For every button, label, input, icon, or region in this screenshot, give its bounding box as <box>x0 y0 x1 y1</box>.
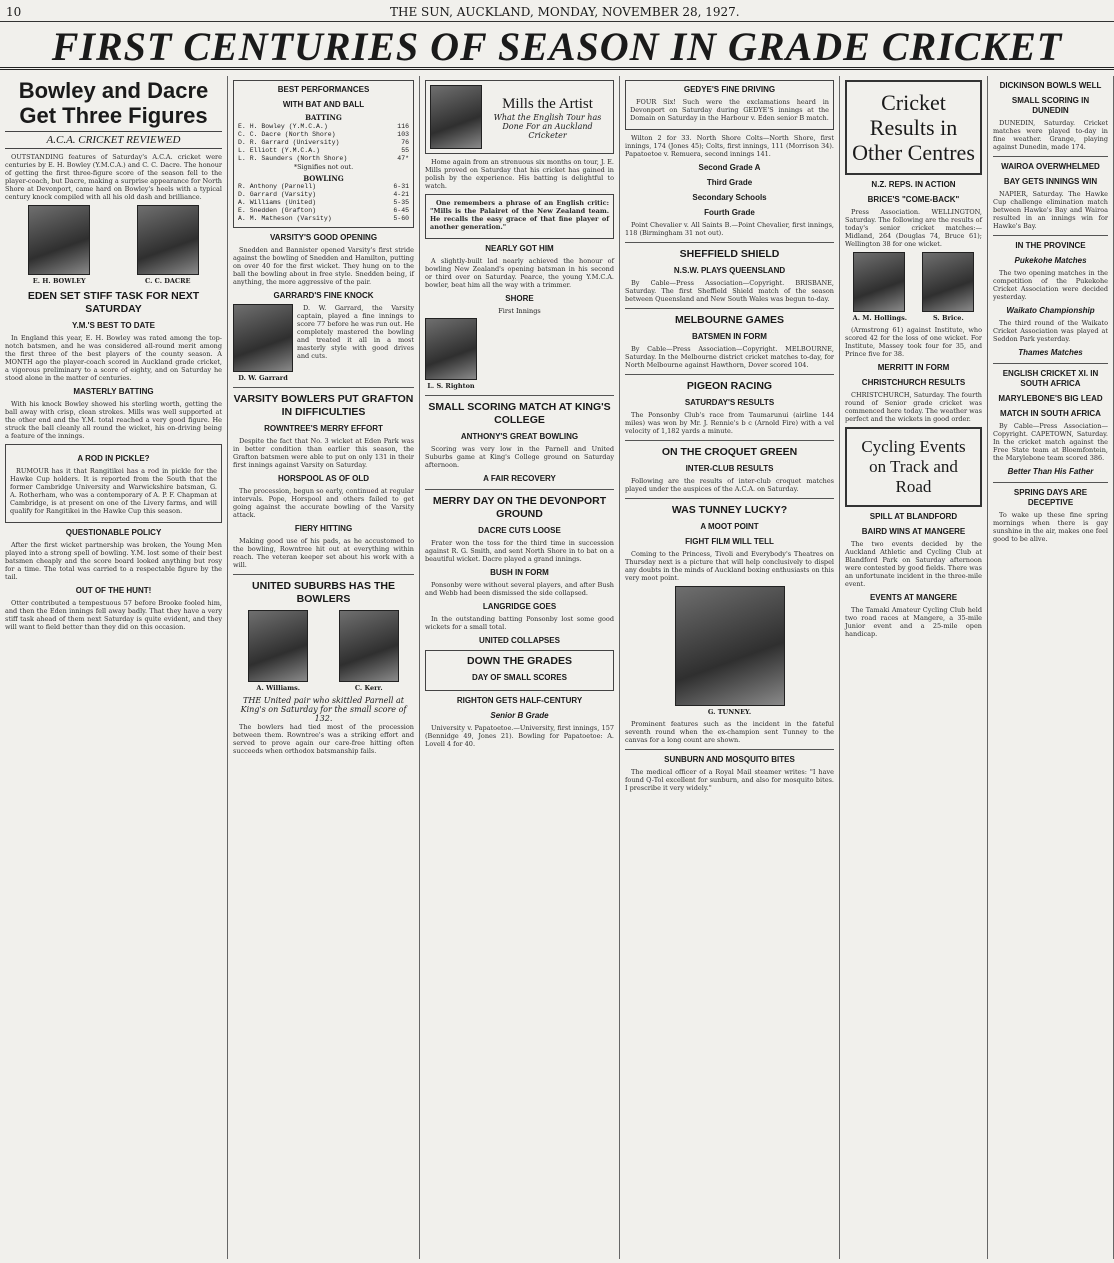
section-subheading: Better Than His Father <box>1007 467 1094 476</box>
article-body: The Tamaki Amateur Cycling Club held two road races at Mangere, a 35-mile Junior event and a 25-mile open handicap. <box>845 606 982 638</box>
section-heading: SHEFFIELD SHIELD <box>679 248 780 260</box>
section-subheading: BATSMEN IN FORM <box>692 332 767 341</box>
box-subtitle: WITH BAT AND BALL <box>282 100 365 109</box>
section-subheading: CHRISTCHURCH RESULTS <box>861 378 966 387</box>
box-text: RUMOUR has it that Rangitikei has a rod in pickle for the Hawke Cup holders. It is reported from the South that the former Cambridge University and Warwickshire batsman, G. A. Rotherham, who was a contemporary of A. P. F. Chapman at Cambridge, is at present on one of the Livery farms, and will qualify for Rangitikei in the Hawke Cup this season. <box>10 467 217 515</box>
section-subheading: A FAIR RECOVERY <box>483 474 556 483</box>
bowling-row <box>238 191 409 199</box>
photo-caption: D. W. Garrard <box>238 374 288 382</box>
photo-caption: G. TUNNEY. <box>707 708 752 716</box>
section-heading: VARSITY'S GOOD OPENING <box>269 233 378 242</box>
article-body: By Cable—Press Association—Copyright. CAPETOWN, Saturday. In the cricket match against the Free State team at Bloemfontein, the Marylebone team scored 386. <box>993 422 1108 462</box>
bowling-list <box>238 183 409 223</box>
section-subheading: BUSH IN FORM <box>490 568 549 577</box>
column-1 <box>0 76 228 1259</box>
batting-score: 103 <box>397 131 409 138</box>
column-5 <box>840 76 988 1259</box>
article-subtitle: A.C.A. CRICKET REVIEWED <box>5 131 222 149</box>
article-body: University v. Papatoetoe.—University, first innings, 157 (Bennidge 49, Jones 21). Bowling for Papatoetoe: A. Lovell 4 for 40. <box>425 724 614 748</box>
article-subtitle: What the English Tour has Done For an Auckland Cricketer <box>493 112 602 140</box>
article-body: Ponsonby were without several players, and after Bush and Webb had been dismissed the side collapsed. <box>425 581 614 597</box>
article-body: Otter contributed a tempestuous 57 before Brooke fooled him, and then the Eden innings fell away badly. That they have a very stiff task ahead of them next Saturday is quite evident, and they will want to field better than they did on this occasion. <box>5 599 222 631</box>
section-subheading: SMALL SCORING IN DUNEDIN <box>1011 96 1090 115</box>
article-body: DUNEDIN, Saturday. Cricket matches were played to-day in fine weather. Grange, playing against Dunedin, made 174. <box>993 119 1108 151</box>
folio-line <box>0 0 1114 22</box>
section-subheading: BAIRD WINS AT MANGERE <box>861 527 966 536</box>
grade-label: Senior B Grade <box>490 711 549 720</box>
portrait-photo-brice <box>922 252 974 312</box>
cycling-banner: Cycling Events on Track and Road <box>845 427 982 507</box>
section-heading: ON THE CROQUET GREEN <box>661 446 798 458</box>
article-body: Press Association. WELLINGTON, Saturday. The following are the results of today's senior cricket matches:—Midland, 264 (Douglas 74, Bruce 61); Wellington 38 for one wicket. <box>845 208 982 248</box>
bowling-score: 5-60 <box>393 215 409 222</box>
box-title: A ROD IN PICKLE? <box>77 454 150 463</box>
bowling-player: A. M. Matheson (Varsity) <box>238 215 332 222</box>
article-body: Prominent features such as the incident in the fateful seventh round when the ex-champion sent Tunney to the canvas for a long count are shown. <box>625 720 834 744</box>
section-heading: EDEN SET STIFF TASK FOR NEXT SATURDAY <box>27 290 200 315</box>
grade-label: Third Grade <box>706 178 753 187</box>
bowling-score: 4-21 <box>393 191 409 198</box>
batting-row <box>238 155 409 163</box>
section-subheading: INTER-CLUB RESULTS <box>685 464 774 473</box>
photo-row <box>845 252 982 322</box>
batting-score: 55 <box>401 147 409 154</box>
section-heading: PIGEON RACING <box>686 380 773 392</box>
batting-row <box>238 139 409 147</box>
photo-caption: A. M. Hollings. <box>852 314 908 322</box>
section-heading: MELBOURNE GAMES <box>674 314 785 326</box>
page-number: 10 <box>6 5 22 19</box>
section-subheading: SATURDAY'S RESULTS <box>684 398 775 407</box>
grade-label: Secondary Schools <box>692 193 767 202</box>
section-subheading: Pukekohe Matches <box>1014 256 1087 265</box>
article-body: Making good use of his pads, as he accustomed to the bowling, Rowntree hit out at everything within reach. The veteran keeper set about his work with a will. <box>233 537 414 569</box>
batting-player: D. R. Garrard (University) <box>238 139 340 146</box>
batting-row <box>238 131 409 139</box>
article-body: After the first wicket partnership was broken, the Young Men played into a strong spell of bowling. Y.M. lost some of their best batsmen cheaply and the score board looked anything but rosy for a time. The total was carried to a respectable figure by the tail. <box>5 541 222 581</box>
batting-player: E. H. Bowley (Y.M.C.A.) <box>238 123 328 130</box>
grade-label: Fourth Grade <box>704 208 755 217</box>
batting-score: 116 <box>397 123 409 130</box>
section-subheading: Thames Matches <box>1018 348 1083 357</box>
bowling-label: BOWLING <box>303 174 344 183</box>
section-subheading: BRICE'S "COME-BACK" <box>867 195 960 204</box>
portrait-photo-williams <box>248 610 308 682</box>
portrait-photo-bowley <box>28 205 90 275</box>
section-subheading: ROWNTREE'S MERRY EFFORT <box>264 424 383 433</box>
portrait-photo-mills <box>430 85 482 149</box>
section-heading: WAS TUNNEY LUCKY? <box>671 504 788 516</box>
photo-caption: L. S. Righton <box>427 382 475 390</box>
article-title: Mills the Artist <box>502 95 593 112</box>
article-body: Snedden and Bannister opened Varsity's first stride against the bowling of Snedden and Hamilton, putting on over 40 for the first wicket. They hung on to the ball the bowling about in free style. Snedden being, if anything, the more aggressive of the pair. <box>233 246 414 286</box>
portrait-photo-garrard <box>233 304 293 372</box>
column-6 <box>988 76 1114 1259</box>
article-title: Bowley and Dacre Get Three Figures <box>18 78 209 128</box>
article-body: The bowlers had tied most of the procession between them. Rowntree's was a striking effort and served to prove again our care-free hitting often succeeds when orthodox batsmanship fails. <box>233 723 414 755</box>
section-heading: SMALL SCORING MATCH AT KING'S COLLEGE <box>428 401 611 426</box>
section-heading: VARSITY BOWLERS PUT GRAFTON IN DIFFICULTIES <box>233 393 414 418</box>
section-subheading: MARYLEBONE'S BIG LEAD <box>998 394 1103 403</box>
down-the-grades-box <box>425 650 614 691</box>
portrait-photo-tunney <box>675 586 785 706</box>
portrait-photo-hollings <box>853 252 905 312</box>
section-heading: SUNBURN AND MOSQUITO BITES <box>664 755 795 764</box>
section-subheading: A MOOT POINT <box>700 522 759 531</box>
section-heading: WAIROA OVERWHELMED <box>1001 162 1100 171</box>
section-heading: DOWN THE GRADES <box>467 655 572 667</box>
photo-caption: S. Brice. <box>932 314 964 322</box>
batting-row <box>238 123 409 131</box>
bowling-score: 5-35 <box>393 199 409 206</box>
batting-score: 76 <box>401 139 409 146</box>
article-body: The medical officer of a Royal Mail steamer writes: "I have found Q-Tol excellent for sunburn, and also for mosquito bites. I prescribe it very widely." <box>625 768 834 792</box>
section-subheading: Waikato Championship <box>1006 306 1095 315</box>
batting-player: C. C. Dacre (North Shore) <box>238 131 336 138</box>
article-body: A slightly-built lad nearly achieved the honour of bowling New Zealand's opening batsman in his second or third over on Saturday. Pearce, the young Y.M.C.A. bowler, beat him all the way with a trimmer. <box>425 257 614 289</box>
portrait-photo-kerr <box>339 610 399 682</box>
portrait-photo-dacre <box>137 205 199 275</box>
article-body: Following are the results of inter-club croquet matches played under the auspices of the A.C.A. on Saturday. <box>625 477 834 493</box>
photo-caption: C. C. DACRE <box>145 277 191 285</box>
bowling-row <box>238 199 409 207</box>
photo-caption: E. H. BOWLEY <box>32 277 86 285</box>
section-subheading: FIERY HITTING <box>294 524 353 533</box>
box-text: FOUR Six! Such were the exclamations heard in Devonport on Saturday during GEDYE'S innings at the Domain on Saturday in the Harbour v. Eden senior B match. <box>630 98 829 122</box>
bowling-score: 6-31 <box>393 183 409 190</box>
bowling-row <box>238 207 409 215</box>
grade-label: Second Grade A <box>698 163 761 172</box>
innings-label: First Innings <box>498 307 541 315</box>
section-heading: MERRITT IN FORM <box>877 363 950 372</box>
article-body: The procession, begun so early, continued at regular intervals. Pope, Horspool and others failed to get going against the accurate bowling of the Varsity attack. <box>233 487 414 519</box>
section-subheading: FIGHT FILM WILL TELL <box>685 537 774 546</box>
article-body: In the outstanding batting Ponsonby lost some good wickets for a small total. <box>425 615 614 631</box>
section-heading: UNITED SUBURBS HAS THE BOWLERS <box>252 580 395 605</box>
portrait-photo-righton <box>425 318 477 380</box>
section-subheading: DAY OF SMALL SCORES <box>472 673 567 682</box>
bowling-player: D. Garrard (Varsity) <box>238 191 317 198</box>
article-body: D. W. Garrard, the Varsity captain, played a fine innings to score 77 before he was run out. He completely mastered the bowling and treated it all in a most masterly style with good drives and cuts. <box>297 304 414 360</box>
section-subheading: MASTERLY BATTING <box>73 387 154 396</box>
section-subheading: N.S.W. PLAYS QUEENSLAND <box>673 266 786 275</box>
section-heading: MERRY DAY ON THE DEVONPORT GROUND <box>432 495 607 520</box>
section-subheading: BAY GETS INNINGS WIN <box>1003 177 1098 186</box>
box-title: GEDYE'S FINE DRIVING <box>683 85 776 94</box>
batting-player: L. R. Saunders (North Shore) <box>238 155 348 162</box>
section-heading: EVENTS AT MANGERE <box>869 593 958 602</box>
photo-caption: A. Williams. <box>256 684 301 692</box>
section-heading: IN THE PROVINCE <box>1015 241 1086 250</box>
sidebar-box <box>5 444 222 523</box>
article-body: By Cable—Press Association—Copyright. BRISBANE, Saturday. The first Sheffield Shield match of the season between Queensland and New South Wales was begun to-day. <box>625 279 834 303</box>
batting-note: *Signifies not out. <box>293 163 354 171</box>
bowling-row <box>238 183 409 191</box>
article-intro: OUTSTANDING features of Saturday's A.C.A. cricket were centuries by E. H. Bowley (Y.M.C.A.) and C. C. Dacre. The honour of getting the first three-figure score of the season fell to the player-coach, but Dacre, making a surprise appearance for North Shore at Devonport, came hard on Bowley's heels with a typical century knock compiled with all his old dash and brilliance. <box>5 153 222 201</box>
article-body: (Armstrong 61) against Institute, who scored 42 for the loss of one wicket. For Institute, Massey took four for 35, and Prince five for 38. <box>845 326 982 358</box>
photo-caption: C. Kerr. <box>354 684 383 692</box>
bowling-player: A. Williams (United) <box>238 199 317 206</box>
article-body: Frater won the toss for the third time in succession against R. G. Smith, and sent North Shore in to bat on a beautiful wicket. Dacre played a grand innings. <box>425 539 614 563</box>
article-body: To wake up these fine spring mornings when there is gay sunshine in the air, makes one feel good to be alive. <box>993 511 1108 543</box>
batting-list <box>238 123 409 163</box>
section-heading: N.Z. REPS. IN ACTION <box>871 180 956 189</box>
column-3 <box>420 76 620 1259</box>
batting-player: L. Elliott (Y.M.C.A.) <box>238 147 320 154</box>
batting-score: 47* <box>397 155 409 162</box>
bowling-player: R. Anthony (Parnell) <box>238 183 317 190</box>
bowling-score: 6-45 <box>393 207 409 214</box>
quote-box <box>425 194 614 239</box>
article-body: The two events decided by the Auckland Athletic and Cycling Club at Blandford Park on Saturday afternoon were contested by good fields. There was an unfortunate incident in the three-mile event. <box>845 540 982 588</box>
section-heading: GARRARD'S FINE KNOCK <box>273 291 374 300</box>
page-headline: FIRST CENTURIES OF SEASON IN GRADE CRICKET <box>51 24 1063 69</box>
batting-label: BATTING <box>305 113 342 122</box>
article-body: Despite the fact that No. 3 wicket at Eden Park was in better condition than earlier this season, the Grafton batsmen were able to put on only 131 in their first innings against Varsity on Saturday. <box>233 437 414 469</box>
article-body: NAPIER, Saturday. The Hawke Cup challenge elimination match between Hawke's Bay and Wairoa resulted in an innings win for Hawke's Bay. <box>993 190 1108 230</box>
article-body: CHRISTCHURCH, Saturday. The fourth round of Senior grade cricket was commenced here today. The weather was perfect and the wickets in good order. <box>845 391 982 423</box>
section-heading: SPILL AT BLANDFORD <box>869 512 958 521</box>
section-subheading: UNITED COLLAPSES <box>479 636 560 645</box>
column-4 <box>620 76 840 1259</box>
article-body: Point Chevalier v. All Saints B.—Point Chevalier, first innings, 118 (Birmingham 31 not out). <box>625 221 834 237</box>
photo-row <box>233 610 414 692</box>
article-body: In England this year, E. H. Bowley was rated among the top-notch batsmen, and he was considered all-round merit among the first three of the best players of the county season. A MONTH ago the player-coach scored in Auckland grade cricket, a vigorous preliminary to a score of eighty, and on Saturday he stood alone in the matter of centuries. <box>5 334 222 382</box>
results-banner: Cricket Results in Other Centres <box>845 80 982 175</box>
article-body: Coming to the Princess, Tivoli and Everybody's Theatres on Thursday next is a picture that will help conclusively to dispel any doubts in the minds of Auckland boxing enthusiasts on this very moot point. <box>625 550 834 582</box>
section-subheading: DACRE CUTS LOOSE <box>478 526 561 535</box>
section-subheading: Y.M.'S BEST TO DATE <box>72 321 155 330</box>
best-performances-box <box>233 80 414 228</box>
section-subheading: OUT OF THE HUNT! <box>75 586 152 595</box>
section-subheading: QUESTIONABLE POLICY <box>65 528 162 537</box>
box-title: BEST PERFORMANCES <box>277 85 370 94</box>
paper-dateline: THE SUN, AUCKLAND, MONDAY, NOVEMBER 28, 1927. <box>390 5 740 19</box>
quote-text: One remembers a phrase of an English critic: "Mills is the Palairet of the New Zealand team. He recalls the easy grace of that fine player of another generation." <box>430 199 609 231</box>
section-subheading: RIGHTON GETS HALF-CENTURY <box>456 696 583 705</box>
photo-row <box>5 205 222 285</box>
grade-results: Wilton 2 for 33. North Shore Colts—North Shore, first innings, 174 (Jones 45); Colts, first innings, 111 (Morrison 34). Papatoetoe v. Remuera, second innings 141. <box>625 134 834 158</box>
section-subheading: ANTHONY'S GREAT BOWLING <box>460 432 579 441</box>
gedye-box <box>625 80 834 130</box>
page-headline-banner <box>0 24 1114 70</box>
section-subheading: LANGRIDGE GOES <box>482 602 557 611</box>
section-heading: ENGLISH CRICKET XI. IN SOUTH AFRICA <box>1002 369 1099 388</box>
section-subheading: HORSPOOL AS OF OLD <box>277 474 370 483</box>
bowling-player: E. Snedden (Grafton) <box>238 207 317 214</box>
section-heading: SPRING DAYS ARE DECEPTIVE <box>1013 488 1088 507</box>
column-2 <box>228 76 420 1259</box>
mills-feature-header <box>425 80 614 154</box>
article-body: With his knock Bowley showed his sterling worth, getting the ball away with crisp, clean strokes. Mills was well supported at the other end and the Y.M. total reached a very good figure. He struck the ball cleanly all round the wicket, his on-driving being a feature of the innings. <box>5 400 222 440</box>
article-body: By Cable—Press Association—Copyright. MELBOURNE, Saturday. In the Melbourne district cricket matches to-day, for North Melbourne against Hawthorn, Dover scored 104. <box>625 345 834 369</box>
section-heading: SHORE <box>505 294 534 303</box>
bowling-row <box>238 215 409 223</box>
article-body: The Ponsonby Club's race from Taumarunui (airline 144 miles) was won by Mr. J. Rennie's b c (Arnold Fire) with a vel velocity of 1,182 yards a minute. <box>625 411 834 435</box>
photo-subcaption: THE United pair who skittled Parnell at King's on Saturday for the small score of 132. <box>240 696 407 723</box>
article-body: Scoring was very low in the Parnell and United Suburbs game at King's College ground on Saturday afternoon. <box>425 445 614 469</box>
section-heading: NEARLY GOT HIM <box>485 244 554 253</box>
article-body: Home again from an strenuous six months on tour, J. E. Mills proved on Saturday that his cricket has gained in polish by the experience. His batting is delightful to watch. <box>425 158 614 190</box>
article-body: The two opening matches in the competition of the Pukekohe Cricket Association were decided yesterday. <box>993 269 1108 301</box>
batting-row <box>238 147 409 155</box>
article-body: The third round of the Waikato Cricket Association was played at Seddon Park yesterday. <box>993 319 1108 343</box>
section-subheading: MATCH IN SOUTH AFRICA <box>1000 409 1101 418</box>
section-heading: DICKINSON BOWLS WELL <box>999 81 1102 90</box>
